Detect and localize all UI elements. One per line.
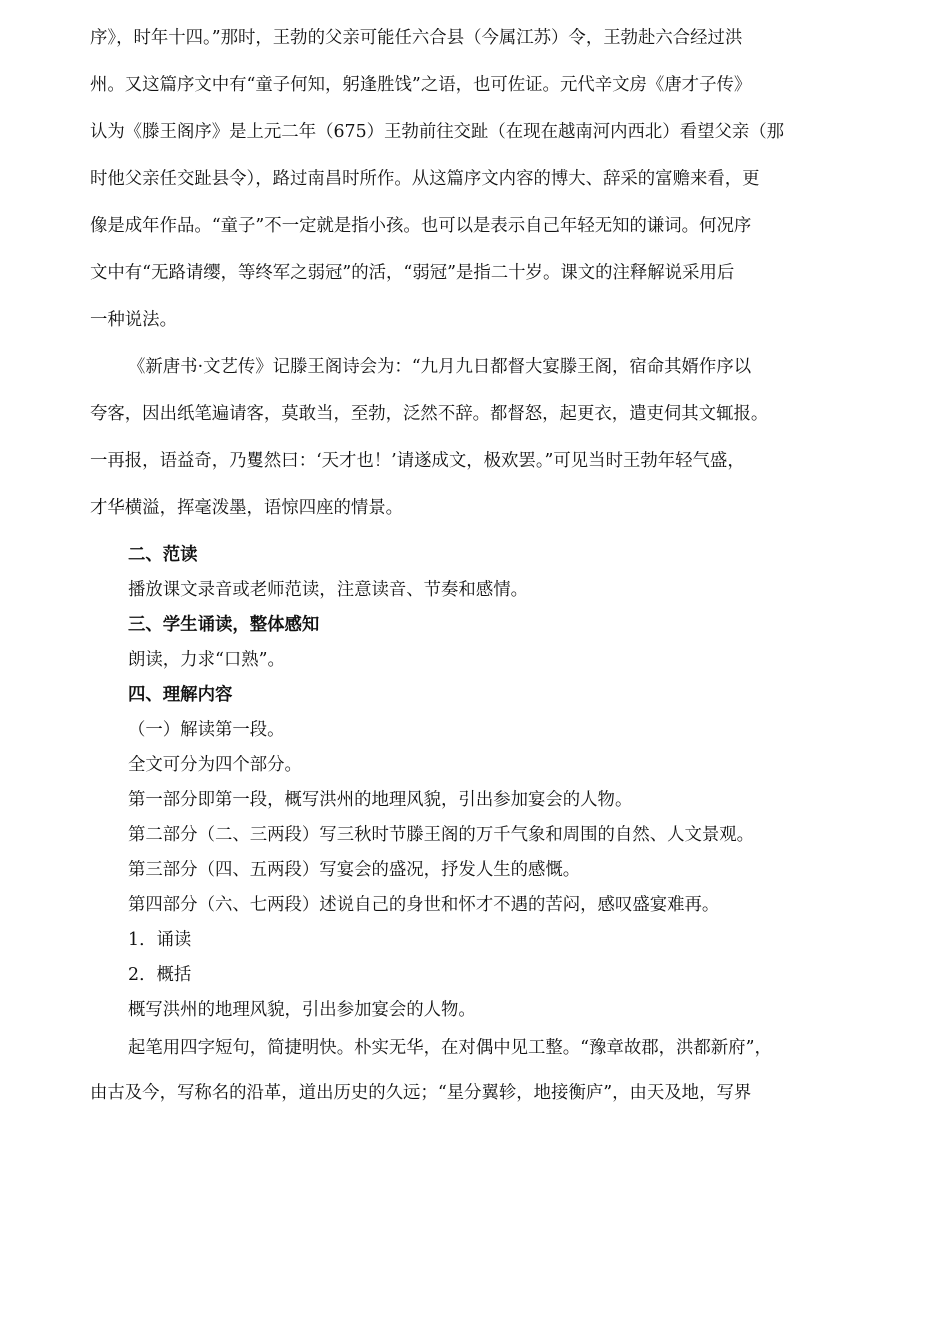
text-line: 起笔用四字短句，简捷明快。朴实无华，在对偶中见工整。“豫章故郡，洪都新府”， bbox=[128, 1038, 772, 1058]
text-line: 第四部分（六、七两段）述说自己的身世和怀才不遇的苦闷，感叹盛宴难再。 bbox=[128, 895, 720, 915]
text-line: 播放课文录音或老师范读，注意读音、节奏和感情。 bbox=[128, 580, 528, 600]
text-line: 第三部分（四、五两段）写宴会的盛况，抒发人生的感慨。 bbox=[128, 860, 581, 880]
text-line: 州。又这篇序文中有“童子何知，躬逢胜饯”之语，也可佐证。元代辛文房《唐才子传》 bbox=[90, 75, 752, 95]
text-line: 时他父亲任交趾县令），路过南昌时所作。从这篇序文内容的博大、辞采的富赡来看，更 bbox=[90, 169, 760, 189]
text-line: 才华横溢，挥毫泼墨，语惊四座的情景。 bbox=[90, 498, 404, 518]
text-line: 概写洪州的地理风貌，引出参加宴会的人物。 bbox=[128, 1000, 476, 1020]
numbered-item: 2．概括 bbox=[128, 965, 192, 985]
section-heading: 三、学生诵读，整体感知 bbox=[128, 615, 320, 635]
text-line: 一种说法。 bbox=[90, 310, 177, 330]
text-line: 像是成年作品。“童子”不一定就是指小孩。也可以是表示自己年轻无知的谦词。何况序 bbox=[90, 216, 752, 236]
text-line: 一再报，语益奇，乃矍然曰：‘天才也！’请遂成文，极欢罢。”可见当时王勃年轻气盛， bbox=[90, 451, 745, 471]
text-line: 序》，时年十四。”那时，王勃的父亲可能任六合县（今属江苏）令，王勃赴六合经过洪 bbox=[90, 28, 743, 48]
text-line: 由古及今，写称名的沿革，道出历史的久远；“星分翼轸，地接衡庐”，由天及地，写界 bbox=[90, 1083, 752, 1103]
subsection-heading: （一）解读第一段。 bbox=[128, 720, 285, 740]
text-line: 认为《滕王阁序》是上元二年（675）王勃前往交趾（在现在越南河内西北）看望父亲（那 bbox=[90, 122, 785, 142]
section-heading: 二、范读 bbox=[128, 545, 198, 565]
text-line: 朗读，力求“口熟”。 bbox=[128, 650, 285, 670]
text-line: 文中有“无路请缨，等终军之弱冠”的活，“弱冠”是指二十岁。课文的注释解说采用后 bbox=[90, 263, 735, 283]
text-line: 全文可分为四个部分。 bbox=[128, 755, 302, 775]
section-heading: 四、理解内容 bbox=[128, 685, 233, 705]
text-line: 第一部分即第一段，概写洪州的地理风貌，引出参加宴会的人物。 bbox=[128, 790, 633, 810]
text-line: 《新唐书·文艺传》记滕王阁诗会为：“九月九日都督大宴滕王阁，宿命其婿作序以 bbox=[128, 357, 752, 377]
numbered-item: 1．诵读 bbox=[128, 930, 192, 950]
text-line: 第二部分（二、三两段）写三秋时节滕王阁的万千气象和周围的自然、人文景观。 bbox=[128, 825, 755, 845]
text-line: 夸客，因出纸笔遍请客，莫敢当，至勃，泛然不辞。都督怒，起更衣，遣吏伺其文辄报。 bbox=[90, 404, 769, 424]
